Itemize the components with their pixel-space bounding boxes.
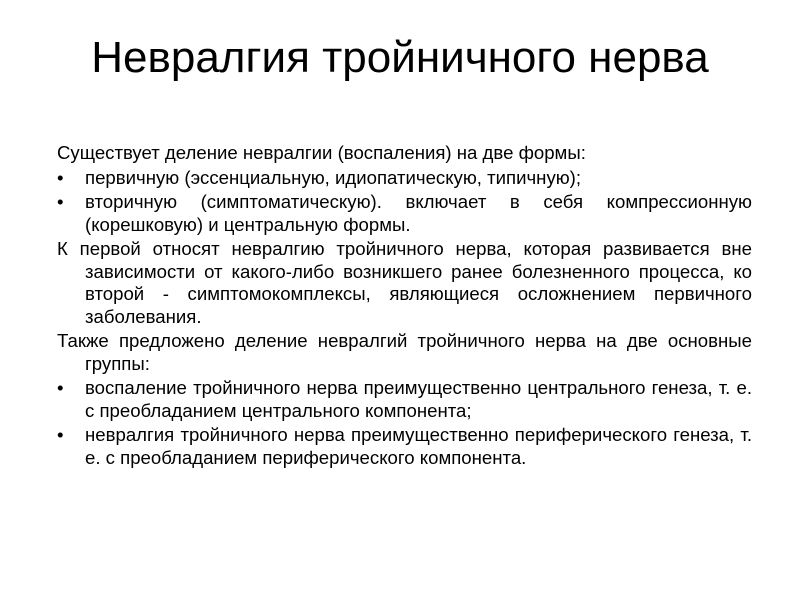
body-paragraph: К первой относят невралгию тройничного нерва, которая развивается вне зависимости от какого-либо возникшего ранее болезненного процесса, ко второй - симптомокомплексы, являющиеся осложнением первичного заболевания. <box>57 238 752 327</box>
list-item-text: воспаление тройничного нерва преимущественно центрального генеза, т. е. с преобладанием центрального компонента; <box>85 377 752 421</box>
bullet-icon: • <box>57 424 64 445</box>
list-item <box>57 424 752 469</box>
list-item <box>57 167 752 190</box>
intro-paragraph: Существует деление невралгии (воспаления) на две формы: <box>57 142 586 163</box>
slide-title: Невралгия тройничного нерва <box>91 33 709 82</box>
slide-content <box>57 142 752 471</box>
body-paragraph: Также предложено деление невралгий тройничного нерва на две основные группы: <box>57 330 752 374</box>
list-item <box>57 377 752 422</box>
list-item-text: первичную (эссенциальную, идиопатическую, типичную); <box>85 166 582 188</box>
list-item-text: вторичную (симптоматическую). включает в себя компрессионную (корешковую) и центральную формы. <box>85 191 752 235</box>
list-item-text: невралгия тройничного нерва преимущественно периферического генеза, т. е. с преобладанием периферического компонента. <box>85 424 752 468</box>
bullet-icon: • <box>57 377 64 398</box>
bullet-icon: • <box>57 191 64 212</box>
list-item <box>57 191 752 236</box>
bullet-icon: • <box>57 166 64 188</box>
